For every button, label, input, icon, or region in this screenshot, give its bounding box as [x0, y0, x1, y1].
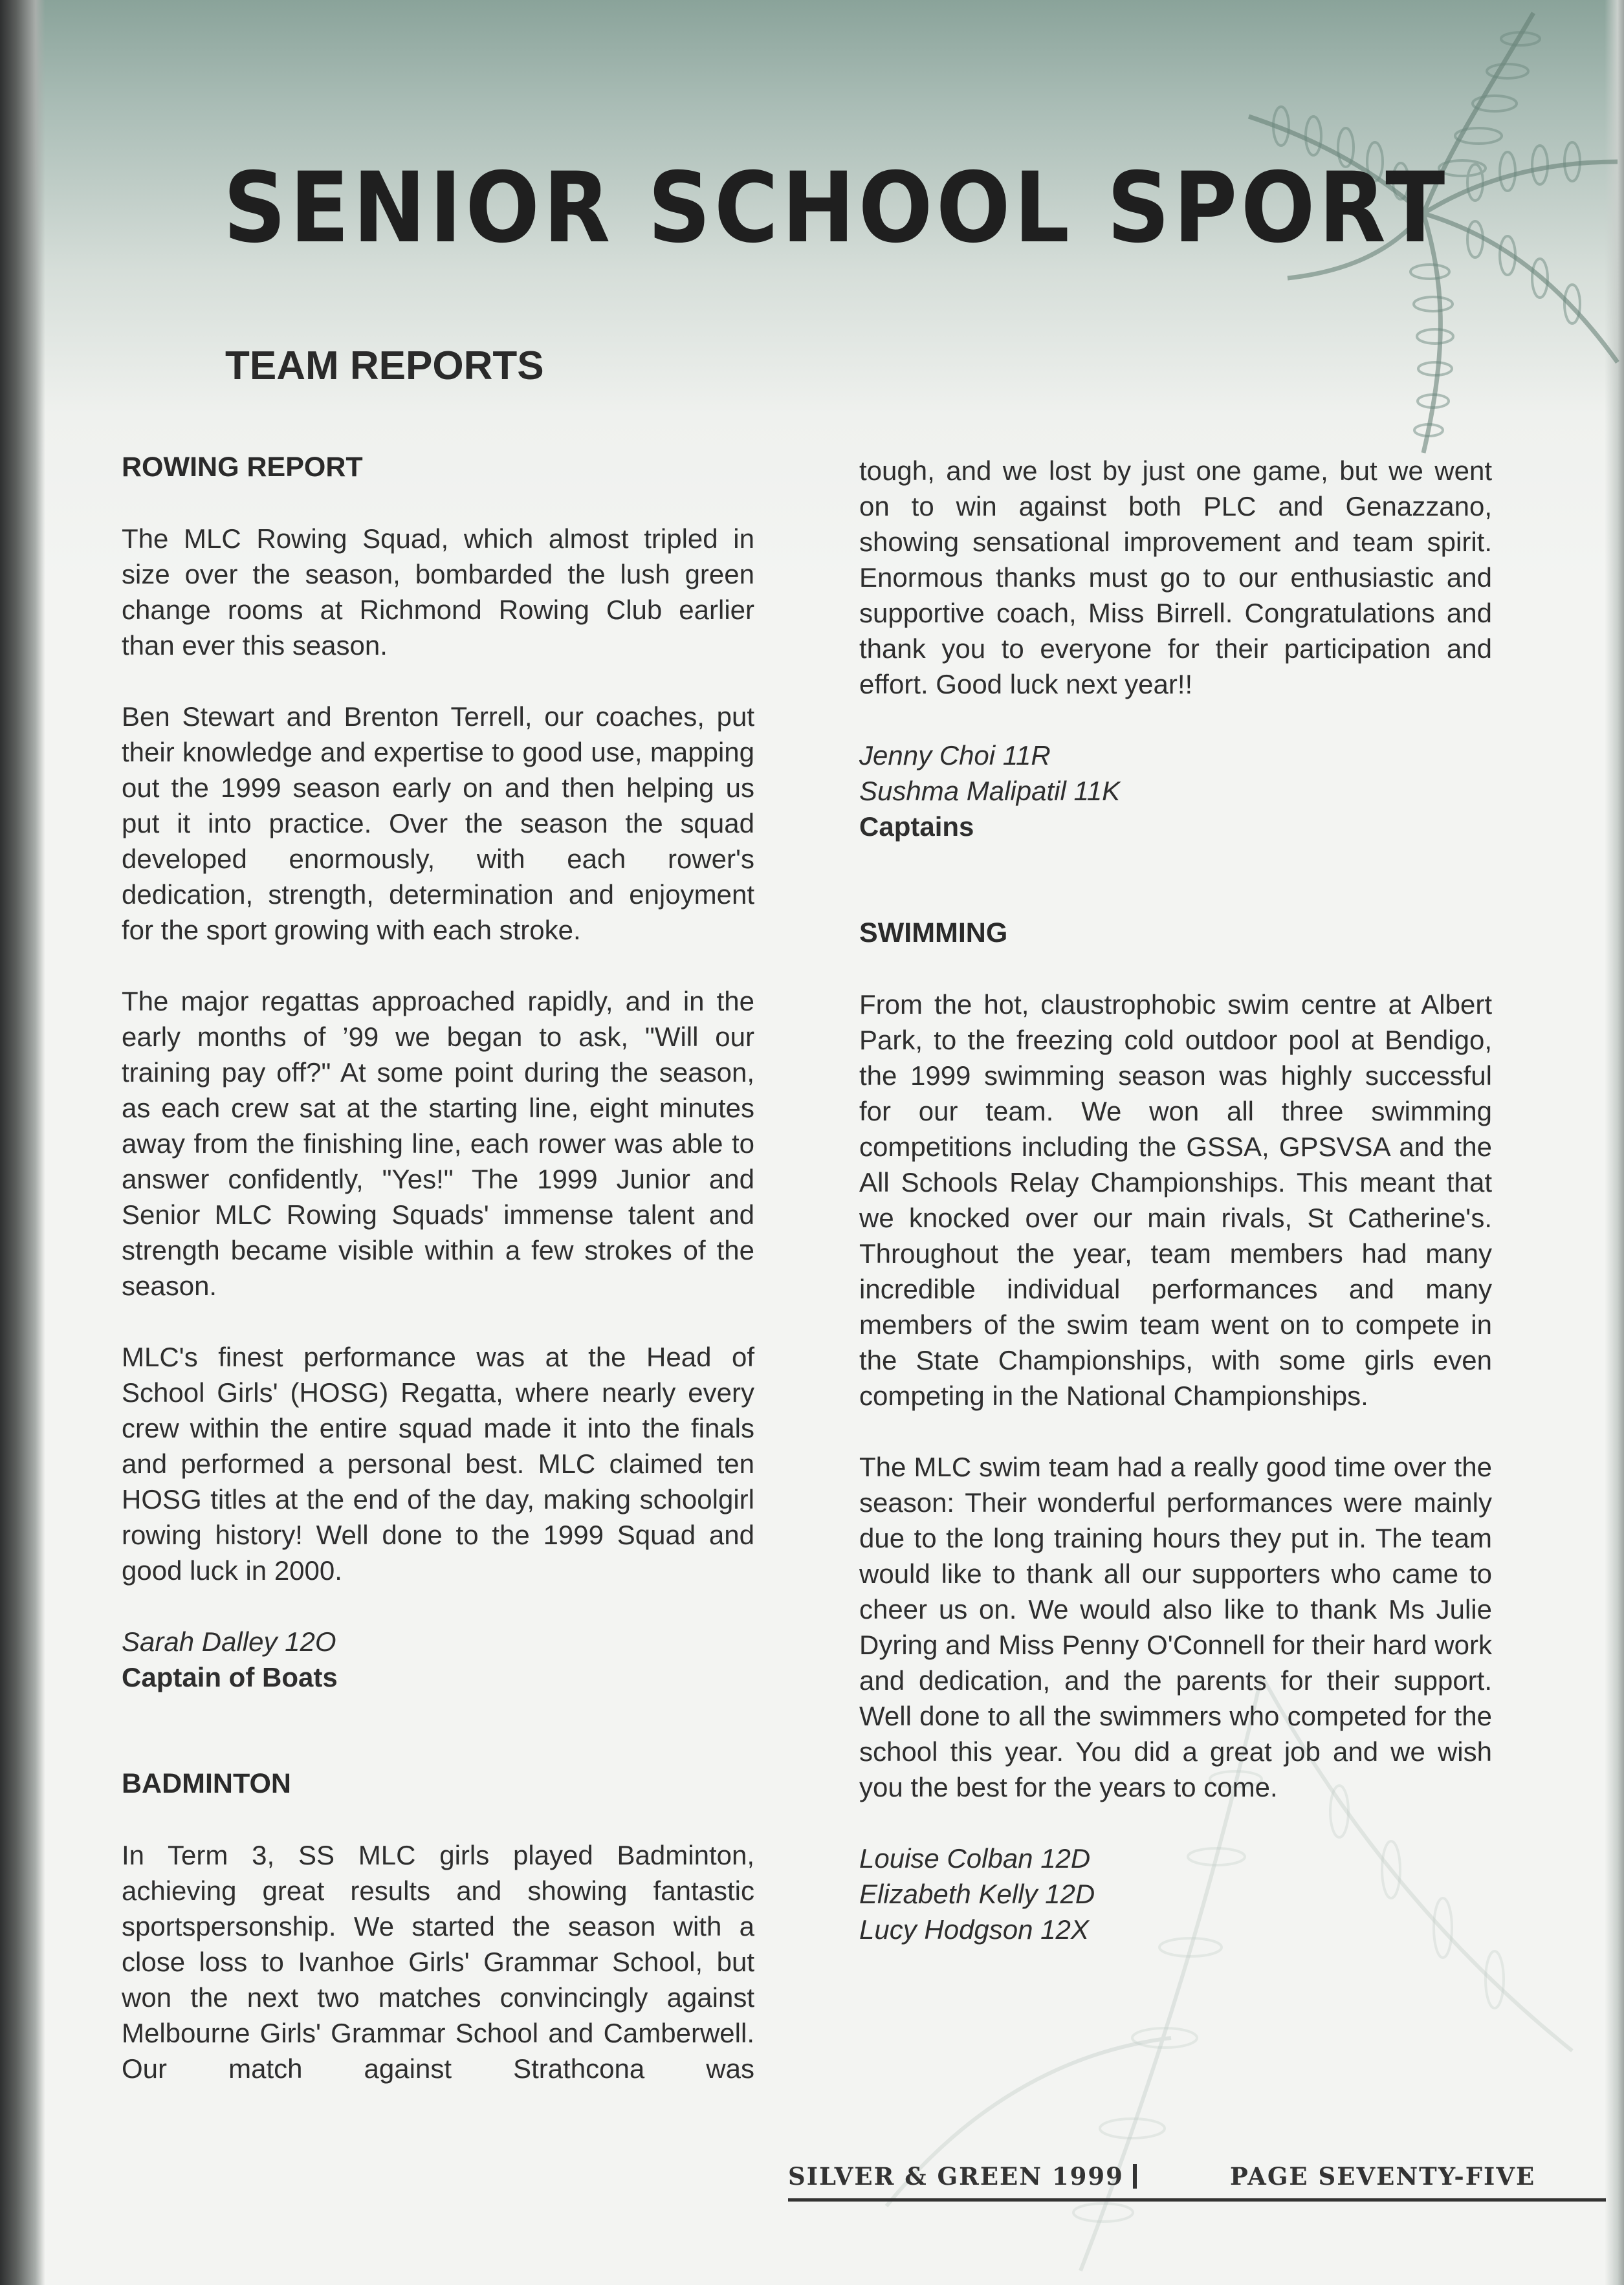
rowing-signature [122, 1624, 754, 1695]
right-column [859, 453, 1492, 1983]
swimming-author: Elizabeth Kelly 12D [859, 1879, 1095, 1909]
footer-page-number: PAGE SEVENTY-FIVE [1230, 2162, 1536, 2191]
swimming-author: Lucy Hodgson 12X [859, 1914, 1089, 1945]
book-spine [0, 0, 45, 2285]
badminton-role: Captains [859, 811, 974, 842]
section-title: TEAM REPORTS [225, 344, 544, 388]
footer-divider [1133, 2164, 1137, 2189]
badminton-author: Jenny Choi 11R [859, 740, 1051, 771]
badminton-paragraph-continued: tough, and we lost by just one game, but we went on to win against both PLC and Genazzano, showing sensational improvement and team spirit. Enormous thanks must go to our enthusiastic and supportive coach, Miss Birrell. Congratulations and thank you to everyone for their participation and effort. Good luck next year!! [859, 455, 1492, 699]
badminton-author: Sushma Malipatil 11K [859, 776, 1121, 806]
page-title: SENIOR SCHOOL SPORT [223, 152, 1449, 265]
badminton-paragraph: In Term 3, SS MLC girls played Badminton, achieving great results and showing fantastic sportspersonship. We started the season with a close loss to Ivanhoe Girls' Grammar School, but won the next two matches convincingly against Melbourne Girls' Grammar School and Camberwell. Our match against Strathcona was [122, 1840, 754, 2084]
swimming-heading: SWIMMING [859, 917, 1008, 948]
footer-publication-text: SILVER & GREEN 1999 [788, 2162, 1124, 2191]
rowing-heading: ROWING REPORT [122, 452, 363, 483]
swimming-author: Louise Colban 12D [859, 1843, 1091, 1874]
swimming-paragraph: The MLC swim team had a really good time over the season: Their wonderful performances were mainly due to the long training hours they put in. The team would like to thank all our supporters who came to cheer us on. We would also like to thank Ms Julie Dyring and Miss Penny O'Connell for their hard work and dedication, and the parents for their support. Well done to all the swimmers who competed for the school this year. You did a great job and we wish you the best for the years to come. [859, 1452, 1492, 1802]
rowing-paragraph: Ben Stewart and Brenton Terrell, our coaches, put their knowledge and expertise to good use, mapping out the 1999 season early on and then helping us put it into practice. Over the season the squad developed enormously, with each rower's dedication, strength, determination and enjoyment for the sport growing with each stroke. [122, 701, 754, 945]
rowing-paragraph: MLC's finest performance was at the Head of School Girls' (HOSG) Regatta, where nearly every crew within the entire squad made it into the finals and performed a personal best. MLC claimed ten HOSG titles at the end of the day, making schoolgirl rowing history! Well done to the 1999 Squad and good luck in 2000. [122, 1342, 754, 1586]
page-footer [788, 2162, 1606, 2202]
rowing-role: Captain of Boats [122, 1662, 338, 1692]
left-column [122, 450, 754, 2122]
swimming-signature [859, 1841, 1492, 1947]
rowing-author: Sarah Dalley 12O [122, 1626, 336, 1657]
rowing-paragraph: The MLC Rowing Squad, which almost tripled in size over the season, bombarded the lush green change rooms at Richmond Rowing Club earlier than ever this season. [122, 523, 754, 661]
badminton-heading: BADMINTON [122, 1768, 291, 1799]
badminton-signature [859, 738, 1492, 844]
rowing-paragraph: The major regattas approached rapidly, and in the early months of ’99 we began to ask, "Will our training pay off?" At some point during the season, as each crew sat at the starting line, eight minutes away from the finishing line, each rower was able to answer confidently, "Yes!" The 1999 Junior and Senior MLC Rowing Squads' immense talent and strength became visible within a few strokes of the season. [122, 986, 754, 1301]
swimming-paragraph: From the hot, claustrophobic swim centre at Albert Park, to the freezing cold outdoor pool at Bendigo, the 1999 swimming season was highly successful for our team. We won all three swimming competitions including the GSSA, GPSVSA and the All Schools Relay Championships. This meant that we knocked over our main rivals, St Catherine's. Throughout the year, team members had many incredible individual performances and many members of the swim team went on to compete in the State Championships, with some girls even competing in the National Championships. [859, 989, 1492, 1411]
footer-publication [788, 2162, 1137, 2191]
